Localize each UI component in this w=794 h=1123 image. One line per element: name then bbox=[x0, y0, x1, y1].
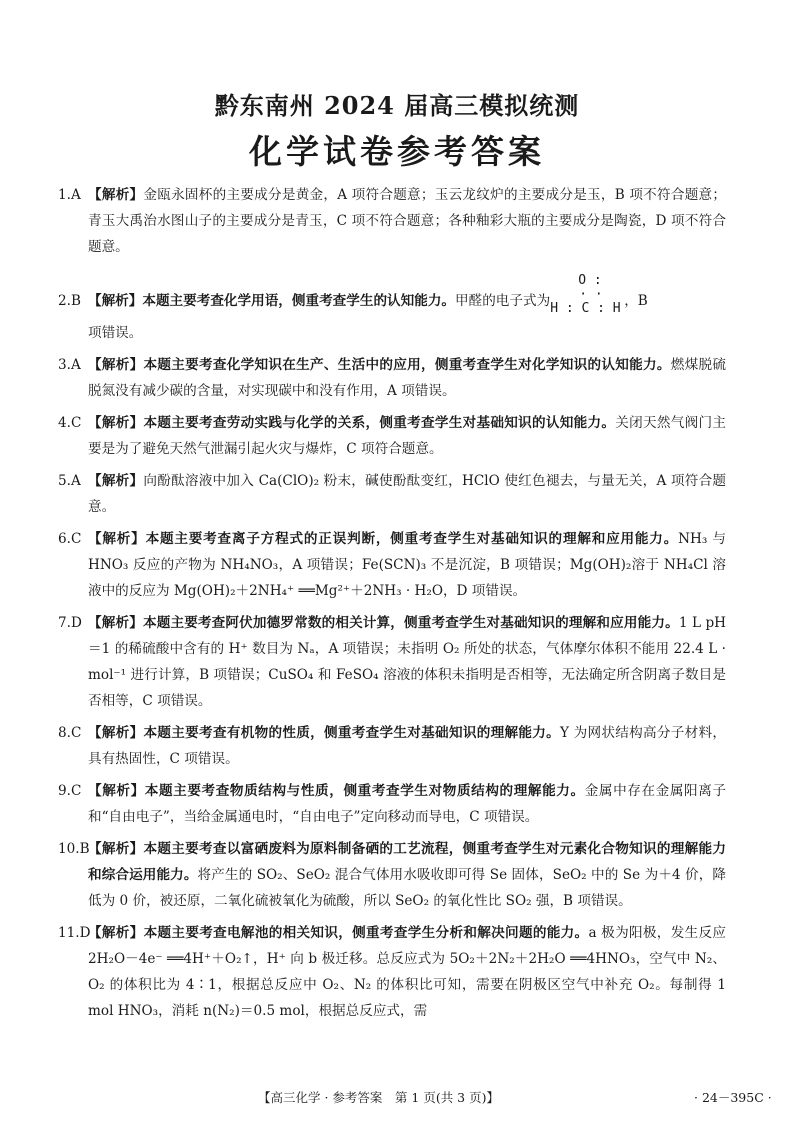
answer-item-9 bbox=[58, 778, 726, 830]
document-subtitle: 化学试卷参考答案 bbox=[249, 132, 545, 171]
answer-item-8 bbox=[58, 720, 726, 772]
analysis-text: 向酚酞溶液中加入 Ca(ClO)₂ 粉末，碱使酚酞变红，HClO 使红色褪去，与量无关，A 项符合题意。 bbox=[88, 473, 727, 515]
analysis-text: 1 L pH＝1 的稀硫酸中含有的 H⁺ 数目为 Nₐ，A 项错误；未指明 O₂ 所处的状态，气体摩尔体积不能用 22.4 L · mol⁻¹ 进行计算，B 项错误；CuSO₄ 和 FeSO₄ 溶液的体积未指明是否相等，无法确定所含阴离子数目是否相等，C 项错误。 bbox=[88, 615, 727, 709]
analysis-emphasis: 本题主要考查物质结构与性质，侧重考查学生对物质结构的理解能力。 bbox=[144, 783, 585, 799]
analysis-tag: 【解析】 bbox=[88, 725, 144, 741]
question-number: 7.D bbox=[58, 615, 82, 631]
answer-item-3 bbox=[58, 352, 726, 404]
question-number: 1.A bbox=[58, 187, 81, 203]
analysis-text: 甲醛的电子式为 bbox=[455, 293, 551, 309]
analysis-text: Y 为网状结构高分子材料，具有热固性，C 项错误。 bbox=[88, 725, 726, 767]
analysis-emphasis: 本题主要考查劳动实践与化学的关系，侧重考查学生对基础知识的认知能力。 bbox=[143, 415, 616, 431]
footer-page-info: 【高三化学 · 参考答案 第 1 页(共 3 页)】 bbox=[258, 1090, 499, 1105]
answer-item-2 bbox=[58, 270, 726, 346]
question-number: 5.A bbox=[58, 473, 81, 489]
answer-list bbox=[58, 182, 726, 1030]
analysis-emphasis: 本题主要考查阿伏加德罗常数的相关计算，侧重考查学生对基础知识的理解和应用能力。 bbox=[142, 615, 679, 631]
analysis-emphasis: 本题主要考查电解池的相关知识，侧重考查学生分析和解决问题的能力。 bbox=[143, 925, 589, 941]
analysis-text: 金瓯永固杯的主要成分是黄金，A 项符合题意；玉云龙纹炉的主要成分是玉，B 项不符合题意；青玉大禹治水图山子的主要成分是青玉，C 项不符合题意；各种釉彩大瓶的主要成分是陶瓷，D 项不符合题意。 bbox=[88, 187, 726, 255]
analysis-text: NH₃ 与 HNO₃ 反应的产物为 NH₄NO₃，A 项错误；Fe(SCN)₃ 不是沉淀，B 项错误；Mg(OH)₂溶于 NH₄Cl 溶液中的反应为 Mg(OH)₂＋2NH₄⁺ ══Mg²⁺＋2NH₃ · H₂O，D 项错误。 bbox=[88, 531, 727, 599]
analysis-text-continued: 项错误。 bbox=[88, 325, 143, 341]
analysis-emphasis: 本题主要考查以富硒废料为原料制备硒的工艺流程，侧重考查学生对元素化合物知识的理解能力和综合运用能力。 bbox=[88, 841, 727, 883]
question-number: 4.C bbox=[58, 415, 82, 431]
analysis-tag: 【解析】 bbox=[88, 357, 144, 373]
analysis-emphasis: 本题主要考查化学用语，侧重考查学生的认知能力。 bbox=[142, 293, 456, 309]
answer-item-4 bbox=[58, 410, 726, 462]
analysis-tag: 【解析】 bbox=[88, 783, 145, 799]
analysis-text: 将产生的 SO₂、SeO₂ 混合气体用水吸收即可得 Se 固体，SeO₂ 中的 Se 为＋4 价，降低为 0 价，被还原，二氧化硫被氧化为硫酸，所以 SeO₂ 的氧化性比 SO₂ 强，B 项错误。 bbox=[88, 867, 726, 909]
analysis-text: 关闭天然气阀门主要是为了避免天然气泄漏引起火灾与爆炸，C 项符合题意。 bbox=[88, 415, 727, 457]
analysis-text: ，B bbox=[624, 293, 648, 309]
question-number: 9.C bbox=[58, 783, 82, 799]
analysis-tag: 【解析】 bbox=[88, 531, 146, 547]
question-number: 6.C bbox=[58, 531, 82, 547]
footer-exam-code: · 24－395C · bbox=[694, 1090, 772, 1105]
formaldehyde-electron-formula: O : · · H : C : H bbox=[550, 273, 621, 316]
analysis-emphasis: 本题主要考查离子方程式的正误判断，侧重考查学生对基础知识的理解和应用能力。 bbox=[145, 531, 679, 547]
answer-item-10 bbox=[58, 836, 726, 914]
answer-item-11 bbox=[58, 920, 726, 1024]
analysis-text: a 极为阳极，发生反应 2H₂O－4e⁻ ══4H⁺＋O₂↑，H⁺ 向 b 极迁移。总反应式为 5O₂＋2N₂＋2H₂O ══4HNO₃，空气中 N₂、O₂ 的体积比为 4∶1，根据总反应中 O₂、N₂ 的体积比可知，需要在阴极区空气中补充 O₂。每制得 1 mol HNO₃，消耗 n(N₂)＝0.5 mol，根据总反应式，需 bbox=[88, 925, 726, 1019]
answer-2-line bbox=[88, 270, 726, 314]
analysis-text: 金属中存在金属阳离子和“自由电子”，当给金属通电时，“自由电子”定向移动而导电，C 项错误。 bbox=[88, 783, 727, 825]
analysis-emphasis: 本题主要考查化学知识在生产、生活中的应用，侧重考查学生对化学知识的认知能力。 bbox=[143, 357, 671, 373]
analysis-tag: 【解析】 bbox=[88, 841, 144, 857]
analysis-tag: 【解析】 bbox=[88, 187, 144, 203]
question-number: 11.D bbox=[58, 925, 91, 941]
answer-item-6 bbox=[58, 526, 726, 604]
analysis-emphasis: 本题主要考查有机物的性质，侧重考查学生对基础知识的理解能力。 bbox=[143, 725, 560, 741]
analysis-tag: 【解析】 bbox=[88, 615, 143, 631]
analysis-tag: 【解析】 bbox=[88, 293, 143, 309]
question-number: 8.C bbox=[58, 725, 82, 741]
question-number: 3.A bbox=[58, 357, 81, 373]
question-number: 10.B bbox=[58, 841, 90, 857]
answer-item-7 bbox=[58, 610, 726, 714]
exam-title: 黔东南州 2024 届高三模拟统测 bbox=[214, 91, 580, 120]
analysis-text: 燃煤脱硫脱氮没有减少碳的含量，对实现碳中和没有作用，A 项错误。 bbox=[88, 357, 727, 399]
analysis-tag: 【解析】 bbox=[88, 925, 144, 941]
analysis-tag: 【解析】 bbox=[88, 473, 144, 489]
answer-item-1 bbox=[58, 182, 726, 260]
question-number: 2.B bbox=[58, 293, 81, 309]
analysis-tag: 【解析】 bbox=[88, 415, 144, 431]
answer-item-5 bbox=[58, 468, 726, 520]
